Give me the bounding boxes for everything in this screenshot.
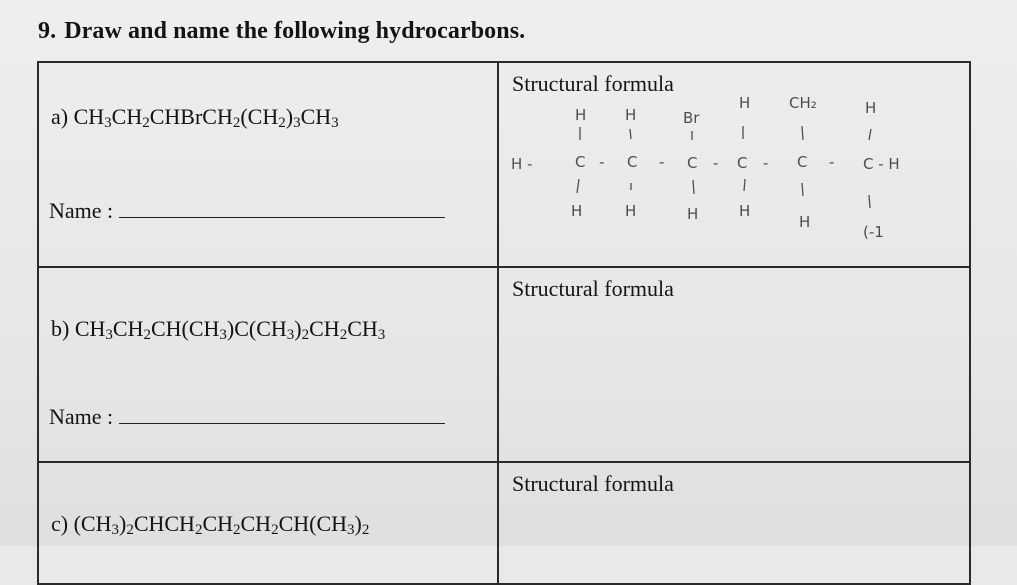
hw-bond-down-3: [693, 180, 694, 194]
formula-part: CH: [300, 104, 332, 129]
hw-top-6: H: [865, 99, 877, 117]
formula-part: CHCH: [133, 511, 195, 536]
formula-part: CH: [347, 316, 378, 341]
hw-bond-down-1: [577, 179, 579, 193]
formula-subscript: 3: [219, 327, 227, 343]
answer-table: [37, 61, 971, 585]
formula-part: CH: [112, 316, 144, 341]
formula-part: )C(CH: [226, 316, 287, 341]
hw-chain-c3: C: [687, 154, 698, 172]
formula-c-text: [74, 511, 370, 536]
question-cell-b: [38, 267, 498, 462]
hw-chain-b4: -: [763, 154, 769, 172]
name-blank-a[interactable]: [119, 216, 445, 218]
hw-chain-c6-h: C - H: [863, 155, 900, 173]
formula-part: CH(CH: [278, 511, 348, 536]
formula-part: ): [354, 511, 362, 536]
hw-bond-down-4: [744, 179, 745, 191]
hw-top-4: H: [739, 94, 751, 112]
name-blank-b[interactable]: [119, 422, 445, 424]
formula-subscript: 2: [339, 327, 348, 343]
formula-part: CH: [309, 316, 340, 341]
formula-subscript: 3: [105, 327, 113, 343]
formula-subscript: 3: [286, 327, 295, 343]
part-label-c: c): [51, 511, 69, 536]
hw-bot-5: H: [799, 213, 811, 231]
part-label-a: a): [51, 104, 69, 129]
name-label-b: Name :: [49, 404, 114, 429]
name-field-a[interactable]: [49, 198, 445, 224]
formula-subscript: 3: [331, 115, 339, 131]
formula-part: CH(CH: [150, 316, 220, 341]
formula-part: (CH: [73, 511, 112, 536]
question-heading: [38, 18, 525, 45]
structure-cell-b[interactable]: [498, 267, 970, 462]
question-cell-c: [38, 462, 498, 584]
formula-b-text: [75, 316, 385, 341]
formula-a-text: [74, 104, 339, 129]
formula-subscript: 2: [301, 327, 310, 343]
part-label-b: b): [51, 316, 70, 341]
formula-part: CH: [202, 511, 233, 536]
formula-subscript: 3: [347, 522, 355, 538]
formula-part: (CH: [240, 104, 279, 129]
hw-chain-c5: C: [797, 153, 808, 171]
formula-part: CH: [74, 316, 106, 341]
question-number: 9.: [38, 18, 57, 44]
hw-chain-c4: C: [737, 154, 748, 172]
formula-subscript: 2: [271, 522, 279, 538]
name-label-a: Name :: [49, 198, 114, 223]
hw-top-5: CH₂: [789, 94, 817, 112]
hw-bond-up-5: [802, 126, 803, 140]
question-cell-a: [38, 62, 498, 267]
formula-part: ): [285, 104, 294, 129]
formula-part: CHBrCH: [149, 104, 233, 129]
table-row-a: [38, 62, 970, 267]
hw-chain-b1: -: [599, 153, 605, 171]
formula-subscript: 2: [126, 522, 134, 538]
formula-subscript: 2: [194, 522, 203, 538]
hw-top-1: H: [575, 106, 587, 124]
hw-chain-h-left: H -: [511, 155, 533, 173]
hw-bot-3: H: [687, 205, 699, 223]
name-field-b[interactable]: [49, 404, 445, 430]
formula-subscript: 2: [278, 115, 286, 131]
hw-chain-c2: C: [627, 153, 638, 171]
formula-subscript: 2: [361, 522, 370, 538]
hw-bond-down-5: [802, 183, 803, 196]
formula-subscript: 2: [143, 327, 151, 343]
structural-label-c: Structural formula: [512, 471, 674, 496]
formula-a: [51, 104, 339, 130]
hw-chain-b5: -: [829, 153, 835, 171]
hw-chain-b3: -: [713, 154, 719, 172]
table-row-b: [38, 267, 970, 462]
hw-bot-2: H: [625, 202, 637, 220]
formula-b: [51, 316, 385, 342]
hw-bond-down-6: [869, 195, 870, 208]
formula-subscript: 3: [377, 327, 386, 343]
hw-top-3: Br: [683, 109, 700, 127]
handwritten-structure-a: [499, 63, 969, 266]
hw-top-2: H: [625, 106, 637, 124]
formula-part: ): [294, 316, 302, 341]
formula-part: CH: [73, 104, 105, 129]
formula-subscript: 2: [233, 522, 241, 538]
formula-part: ): [118, 511, 127, 536]
formula-subscript: 2: [142, 115, 150, 131]
structural-label-a: Structural formula: [512, 71, 674, 96]
hw-bond-up-6: [869, 129, 871, 140]
hw-chain-b2: -: [659, 153, 665, 171]
hw-chain-c1: C: [575, 153, 586, 171]
hw-bot-1: H: [571, 202, 583, 220]
formula-subscript: 2: [232, 115, 241, 131]
formula-subscript: 3: [111, 522, 119, 538]
hw-bot-6: (-1: [863, 223, 884, 241]
hw-bond-up-2: [630, 129, 631, 139]
question-text: Draw and name the following hydrocarbons.: [64, 18, 526, 44]
structure-cell-c[interactable]: [498, 462, 970, 584]
table-row-c: [38, 462, 970, 584]
structural-label-b: Structural formula: [512, 276, 674, 301]
formula-subscript: 3: [293, 115, 301, 131]
formula-part: CH: [111, 104, 143, 129]
structure-cell-a[interactable]: [498, 62, 970, 267]
formula-c: [51, 511, 369, 537]
formula-subscript: 3: [104, 115, 112, 131]
formula-part: CH: [240, 511, 272, 536]
hw-bot-4: H: [739, 202, 751, 220]
